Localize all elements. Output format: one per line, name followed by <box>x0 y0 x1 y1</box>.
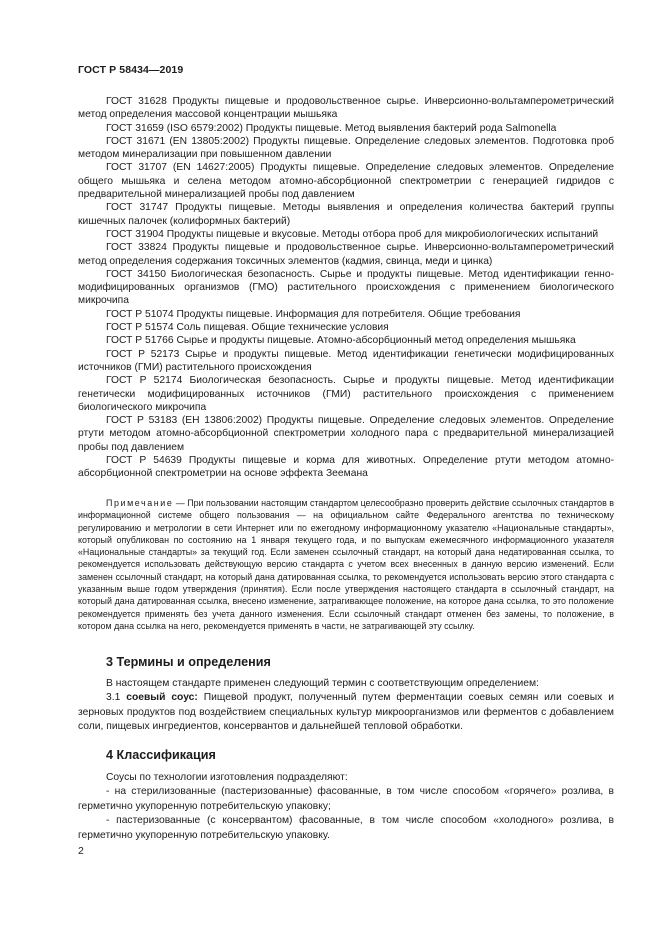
classification-item: - на стерилизованные (пастеризованные) фасованные, в том числе способом «горячего» розлива, в герметично укупоренную потребительскую упаковку; <box>78 786 614 812</box>
reference-item: ГОСТ 31659 (ISO 6579:2002) Продукты пищевые. Метод выявления бактерий рода Salmonella <box>106 122 557 134</box>
reference-item: ГОСТ Р 51074 Продукты пищевые. Информация для потребителя. Общие требования <box>106 308 521 320</box>
reference-item: ГОСТ 31707 (EN 14627:2005) Продукты пищевые. Определение следовых элементов. Определение общего мышьяка и селена методом атомно-абсорбционной спектрометрии с генерацией гидридов с предварительной минерализацией пробы под давлением <box>78 162 614 201</box>
page-number: 2 <box>78 845 84 857</box>
reference-item: ГОСТ 33824 Продукты пищевые и продовольственное сырье. Инверсионно-вольтамперометрический метод определения содержания токсичных элементов (кадмия, свинца, меди и цинка) <box>78 242 614 267</box>
reference-item: ГОСТ Р 52174 Биологическая безопасность. Сырье и продукты пищевые. Метод идентификации генетически модифицированных источников (ГМИ) растительного происхождения с применением биологического микрочипа <box>78 375 614 413</box>
classification-item: - пастеризованные (с консервантом) фасованные, в том числе способом «холодного» розлива, в герметично укупоренную потребительскую упаковку. <box>78 815 614 841</box>
reference-item: ГОСТ Р 51574 Соль пищевая. Общие технические условия <box>106 322 389 334</box>
section-4-title: 4 Классификация <box>106 748 216 762</box>
definition-text: Пищевой продукт, полученный путем ферментации соевых семян или соевых и зерновых продуктов под воздействием специальных культур микроорганизмов или ферментов с добавлением соли, пищевых ингредиентов, консервантов и дальнейшей тепловой обработки. <box>78 692 614 733</box>
section-4-intro: Соусы по технологии изготовления подразделяют: <box>106 772 348 783</box>
note-text: — При пользовании настоящим стандартом целесообразно проверить действие ссылочных стандартов в информационной системе общего пользования — на официальном сайте Федерального агентства по техническому регулированию и метрологии в сети Интернет или по ежегодному информационному указателю «Национальные стандарты», который опубликован по состоянию на 1 января текущего года, и по выпускам ежемесячного информационного указателя «Национальные стандарты» за текущий год. Если заменен ссылочный стандарт, на который дана недатированная ссылка, то рекомендуется использовать действующую версию стандарта с учетом всех внесенных в данную версию изменений. Если заменен ссылочный стандарт, на который дана датированная ссылка, то рекомендуется использовать версию этого стандарта с указанным выше годом утверждения (принятия). Если после утверждения настоящего стандарта в ссылочный стандарт, на который дана датированная ссылка, внесено изменение, затрагивающее положение, на которое дана ссылка, то это положение рекомендуется применять без учета данного изменения. Если ссылочный стандарт отменен без замены, то положение, в котором дана ссылка на него, рекомендуется применять в части, не затрагивающей эту ссылку. <box>78 498 614 631</box>
reference-item: ГОСТ Р 52173 Сырье и продукты пищевые. Метод идентификации генетически модифицированных источников (ГМИ) растительного происхождения <box>78 348 614 373</box>
reference-item: ГОСТ Р 53183 (ЕН 13806:2002) Продукты пищевые. Определение следовых элементов. Определение ртути методом атомно-абсорбционной спектрометрии холодного пара с предварительной минерализацией пробы под давлением <box>78 415 614 453</box>
note-paragraph <box>78 497 614 632</box>
reference-item: ГОСТ 31628 Продукты пищевые и продовольственное сырье. Инверсионно-вольтамперометрический метод определения массовой концентрации мышьяка <box>78 96 614 121</box>
reference-item: ГОСТ 31671 (EN 13805:2002) Продукты пищевые. Определение следовых элементов. Подготовка проб методом минерализации при повышенном давлении <box>78 135 614 161</box>
standard-header: ГОСТ Р 58434—2019 <box>78 64 184 76</box>
term-name: соевый соус: <box>126 692 198 703</box>
term-number: 3.1 <box>106 692 121 703</box>
reference-item: ГОСТ Р 51766 Сырье и продукты пищевые. Атомно-абсорбционный метод определения мышьяка <box>106 335 576 347</box>
term-definition <box>78 691 614 735</box>
reference-item: ГОСТ 31747 Продукты пищевые. Методы выявления и определения количества бактерий группы кишечных палочек (колиформных бактерий) <box>78 202 614 227</box>
classification-list <box>78 785 614 843</box>
note-label: Примечание <box>106 498 174 508</box>
section-3-title: 3 Термины и определения <box>106 655 271 669</box>
section-3-intro: В настоящем стандарте применен следующий термин с соответствующим определением: <box>106 678 539 689</box>
reference-item: ГОСТ Р 54639 Продукты пищевые и корма для животных. Определение ртути методом атомно-абсорбционной спектрометрии на основе эффекта Зеемана <box>78 455 614 480</box>
reference-item: ГОСТ 31904 Продукты пищевые и вкусовые. Методы отбора проб для микробиологических испытаний <box>106 228 599 240</box>
reference-item: ГОСТ 34150 Биологическая безопасность. Сырье и продукты пищевые. Метод идентификации генно-модифицированных организмов (ГМО) растительного происхождения с применением биологического микрочипа <box>78 268 614 307</box>
normative-references-list <box>78 95 614 481</box>
